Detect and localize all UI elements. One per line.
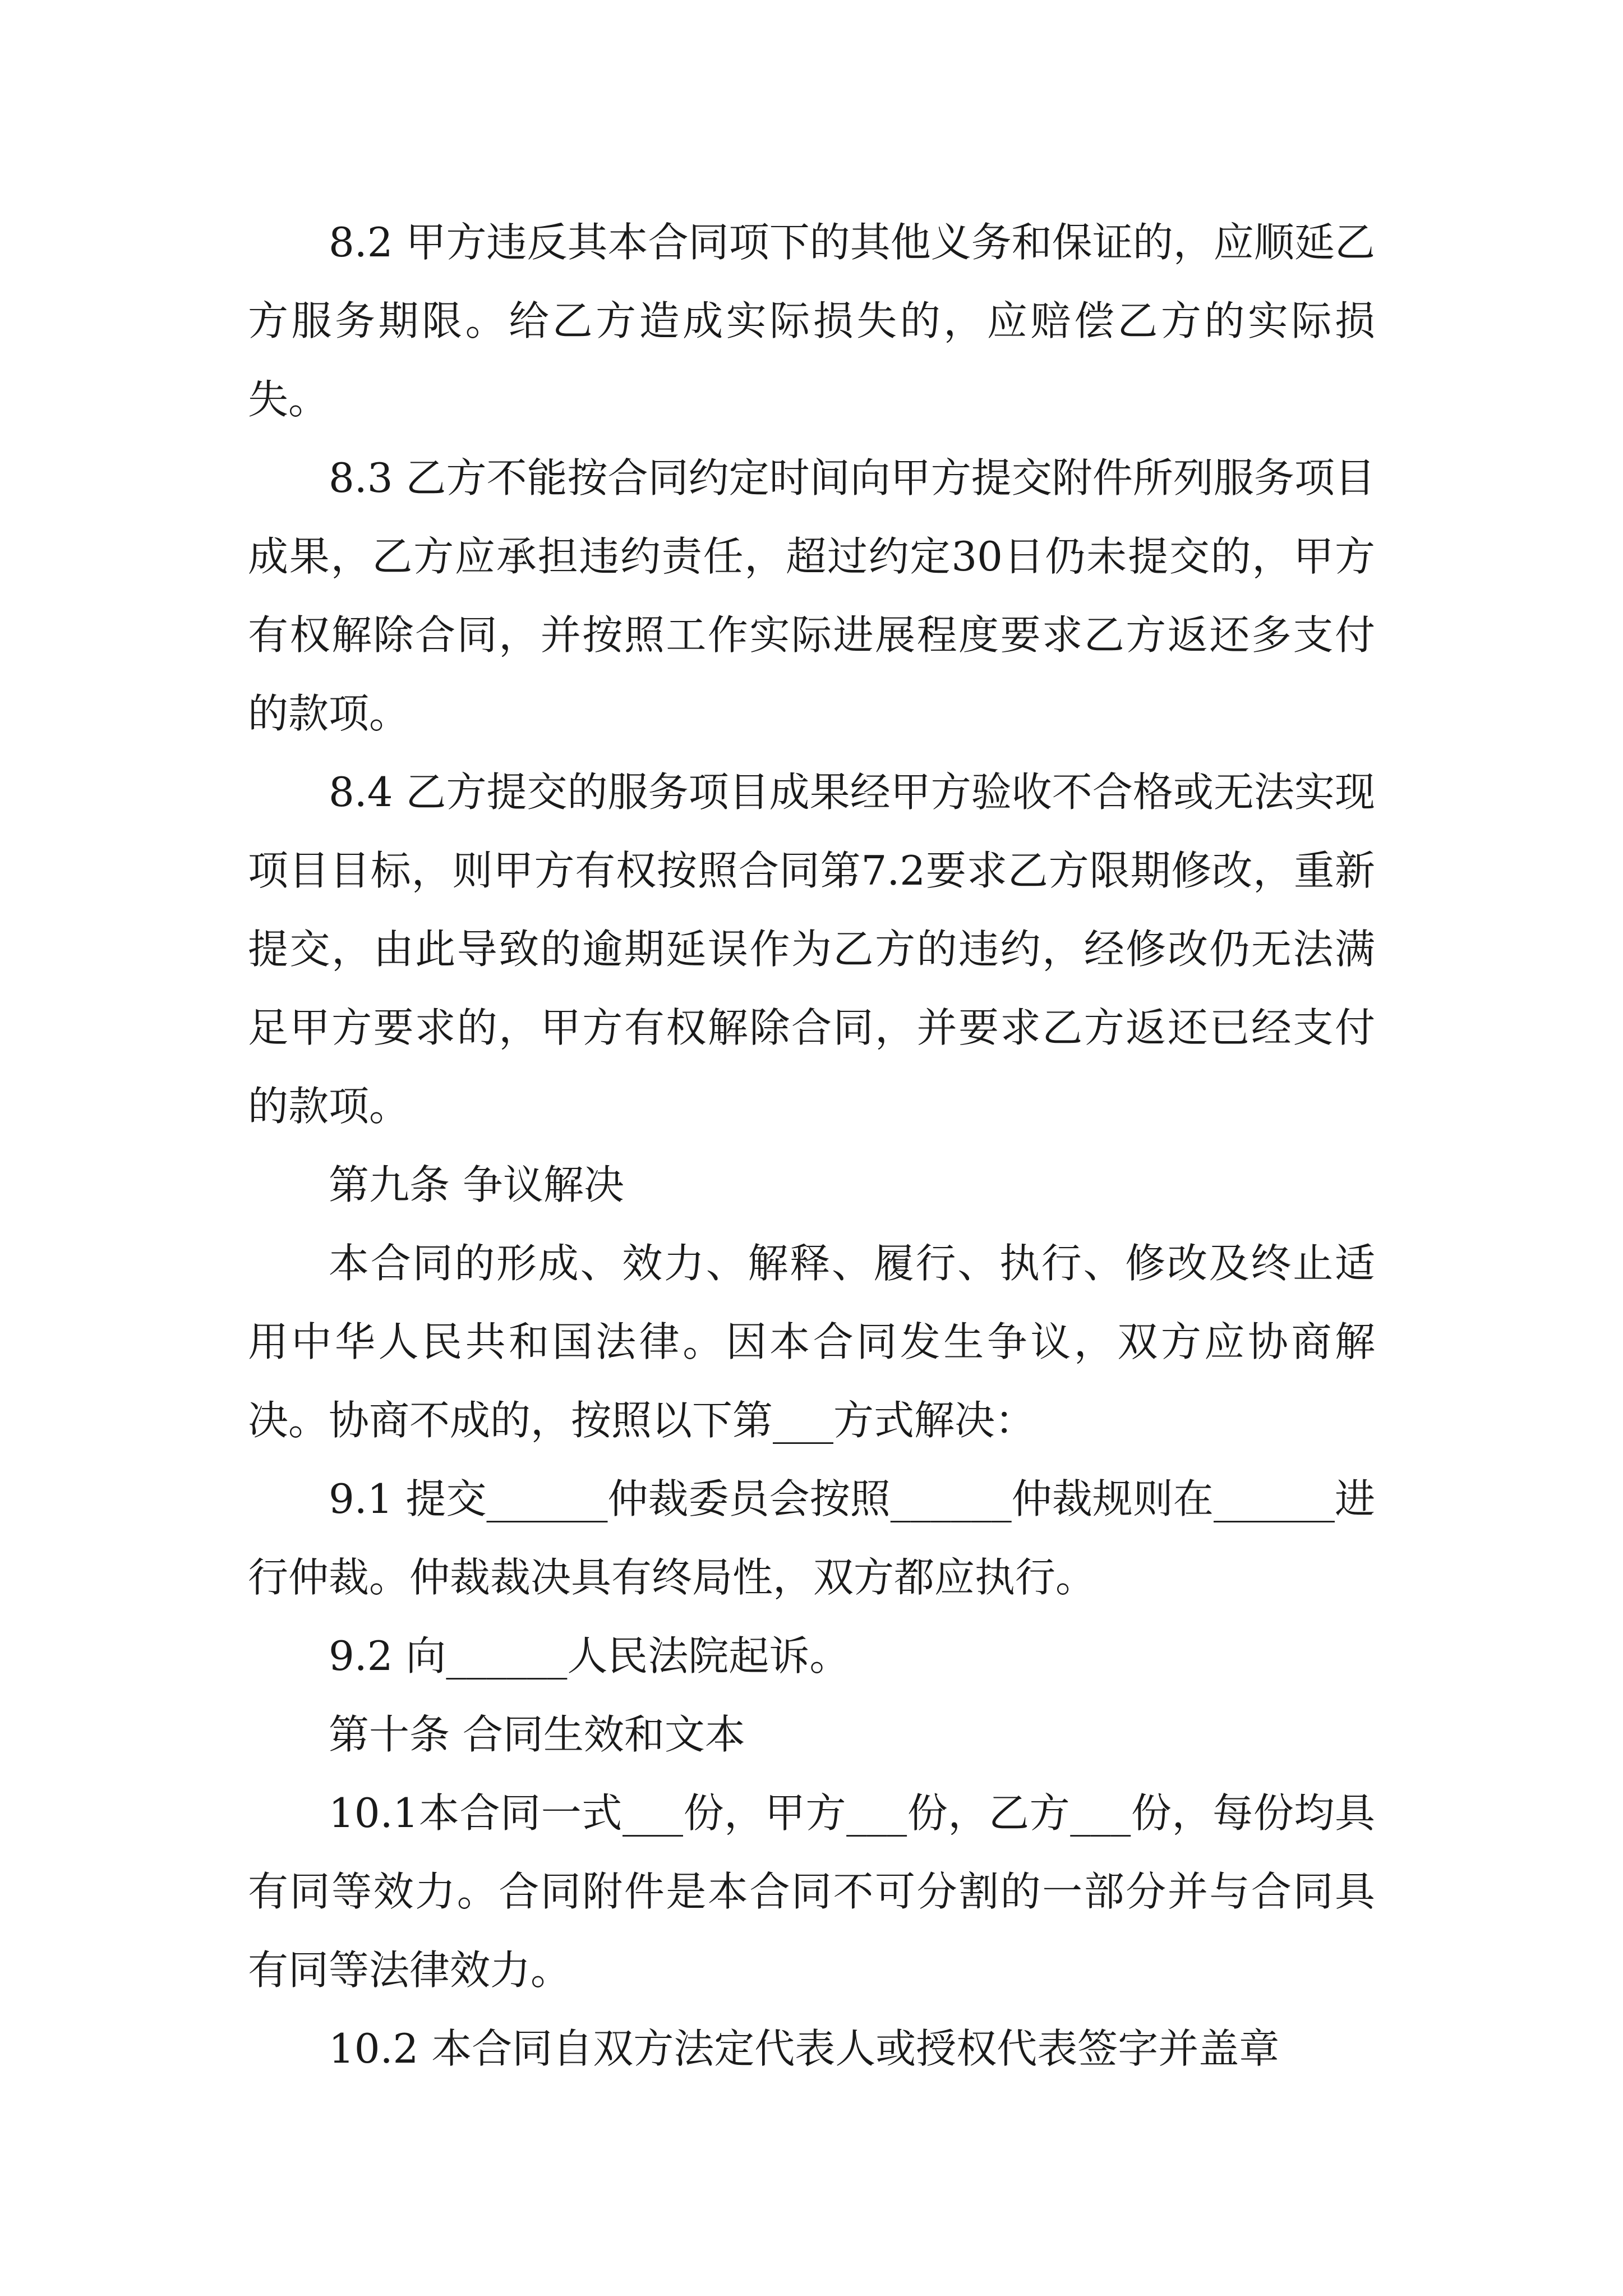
clause-10-2: 10.2 本合同自双方法定代表人或授权代表签字并盖章 (329, 2025, 1280, 2072)
clause-9-2: 9.2 向______人民法院起诉。 (329, 1632, 850, 1680)
article-9-heading: 第九条 争议解决 (329, 1161, 624, 1208)
clause-8-3: 8.3 乙方不能按合同约定时间向甲方提交附件所列服务项目成果，乙方应承担违约责任，超过约定30日仍未提交的，甲方有权解除合同，并按照工作实际进展程度要求乙方返还多支付的款项。 (248, 454, 1375, 737)
clause-10-1: 10.1本合同一式___份，甲方___份，乙方___份，每份均具有同等效力。合同附件是本合同不可分割的一部分并与合同具有同等法律效力。 (248, 1789, 1375, 1994)
clause-9-1: 9.1 提交______仲裁委员会按照______仲裁规则在______进行仲裁。仲裁裁决具有终局性，双方都应执行。 (248, 1475, 1375, 1601)
article-9-intro: 本合同的形成、效力、解释、履行、执行、修改及终止适用中华人民共和国法律。因本合同发生争议，双方应协商解决。协商不成的，按照以下第___方式解决： (248, 1240, 1375, 1444)
clause-8-4: 8.4 乙方提交的服务项目成果经甲方验收不合格或无法实现项目目标，则甲方有权按照合同第7.2要求乙方限期修改，重新提交，由此导致的逾期延误作为乙方的违约，经修改仍无法满足甲方要求的，甲方有权解除合同，并要求乙方返还已经支付的款项。 (248, 769, 1375, 1130)
clause-8-2: 8.2 甲方违反其本合同项下的其他义务和保证的，应顺延乙方服务期限。给乙方造成实际损失的，应赔偿乙方的实际损失。 (248, 219, 1375, 423)
document-body (248, 203, 1375, 2088)
article-10-heading: 第十条 合同生效和文本 (329, 1711, 745, 1758)
